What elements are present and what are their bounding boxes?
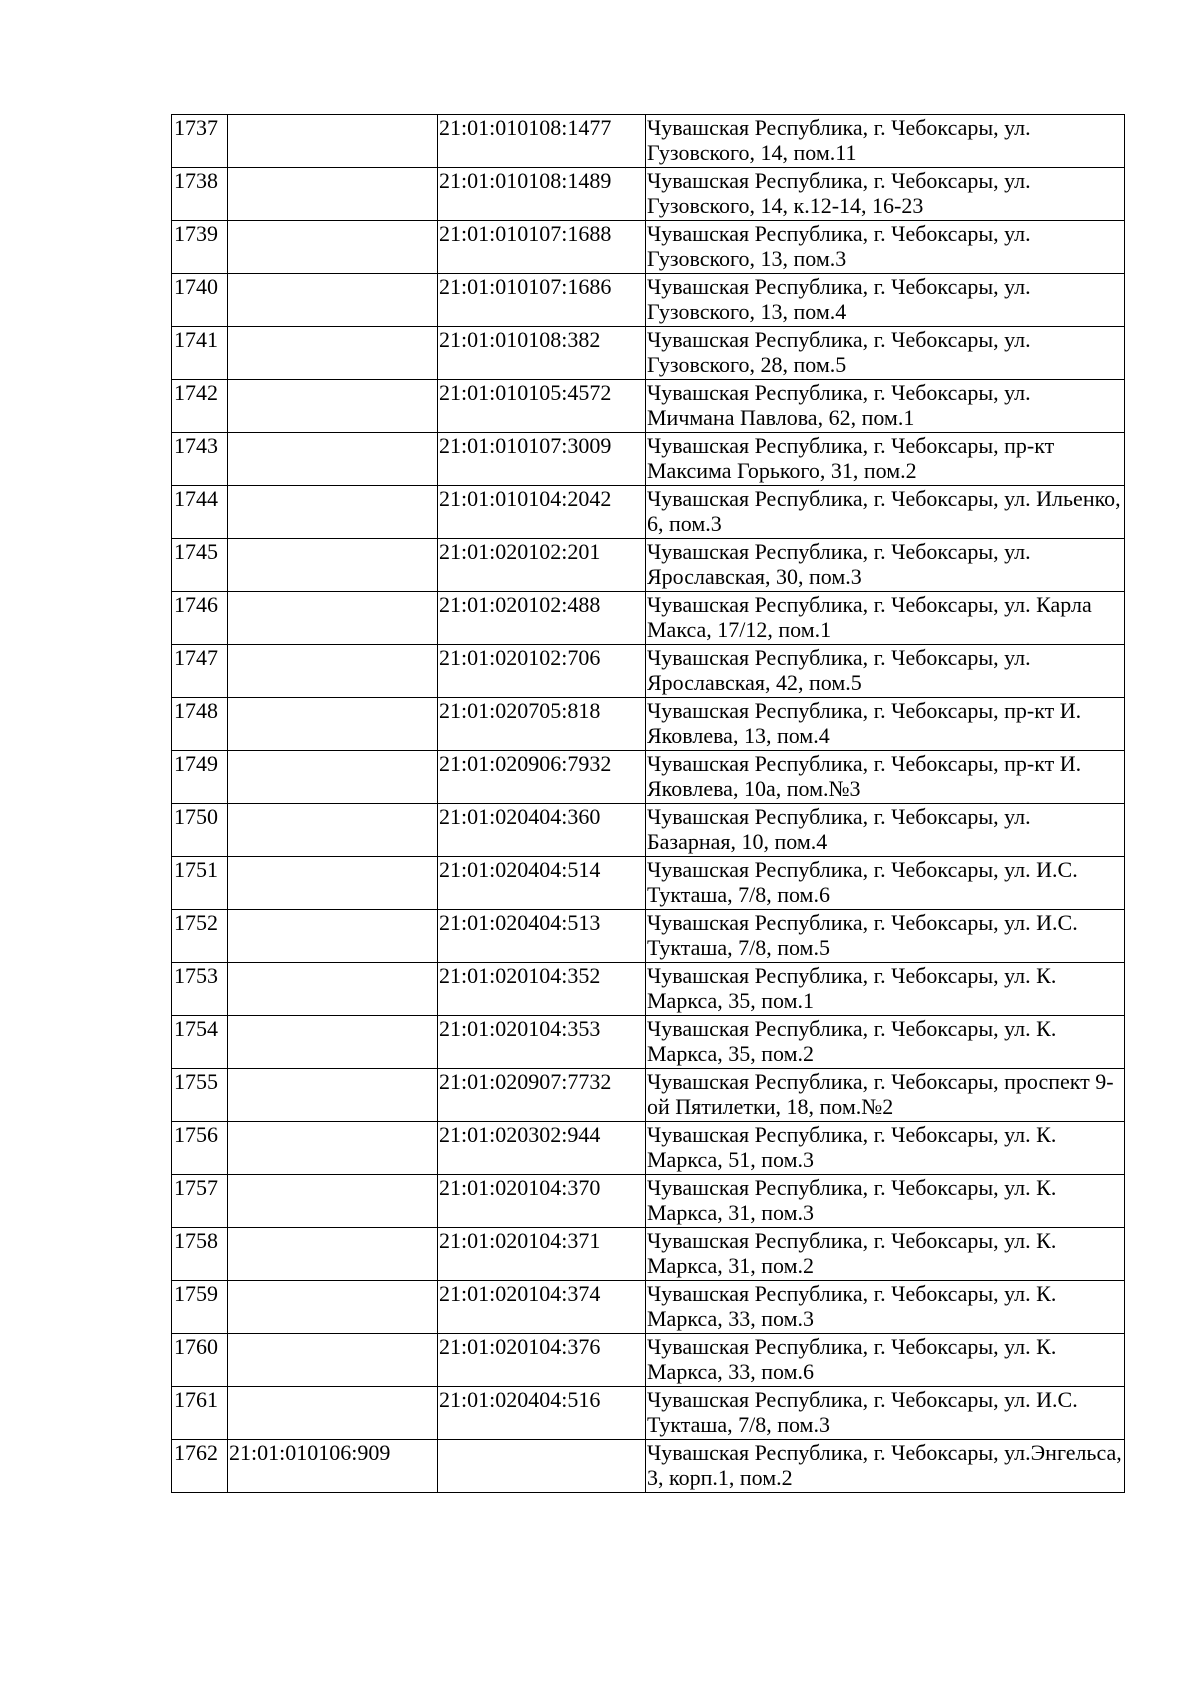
table-row — [172, 115, 1125, 168]
table-row — [172, 1387, 1125, 1440]
address-cell: Чувашская Республика, г. Чебоксары, пр-кт И. Яковлева, 13, пом.4 — [646, 698, 1125, 751]
premises-cadastral-number-cell: 21:01:020404:360 — [438, 804, 646, 857]
table-row — [172, 327, 1125, 380]
table-row — [172, 539, 1125, 592]
premises-cadastral-number-cell: 21:01:020404:513 — [438, 910, 646, 963]
table-row — [172, 963, 1125, 1016]
address-cell: Чувашская Республика, г. Чебоксары, пр-кт И. Яковлева, 10а, пом.№3 — [646, 751, 1125, 804]
cadastral-number-cell — [228, 1016, 438, 1069]
table-row — [172, 380, 1125, 433]
premises-cadastral-number-cell: 21:01:020102:706 — [438, 645, 646, 698]
row-number-cell: 1753 — [172, 963, 228, 1016]
row-number-cell: 1742 — [172, 380, 228, 433]
table-row — [172, 857, 1125, 910]
cadastral-number-cell — [228, 1281, 438, 1334]
row-number-cell: 1749 — [172, 751, 228, 804]
row-number-cell: 1748 — [172, 698, 228, 751]
cadastral-number-cell — [228, 274, 438, 327]
premises-cadastral-number-cell: 21:01:020104:371 — [438, 1228, 646, 1281]
row-number-cell: 1754 — [172, 1016, 228, 1069]
row-number-cell: 1751 — [172, 857, 228, 910]
row-number-cell: 1738 — [172, 168, 228, 221]
address-cell: Чувашская Республика, г. Чебоксары, ул. Гузовского, 14, к.12-14, 16-23 — [646, 168, 1125, 221]
row-number-cell: 1741 — [172, 327, 228, 380]
address-cell: Чувашская Республика, г. Чебоксары, ул. К. Маркса, 31, пом.2 — [646, 1228, 1125, 1281]
cadastral-number-cell — [228, 1069, 438, 1122]
row-number-cell: 1746 — [172, 592, 228, 645]
table-row — [172, 751, 1125, 804]
premises-cadastral-number-cell: 21:01:010104:2042 — [438, 486, 646, 539]
premises-cadastral-number-cell: 21:01:020907:7732 — [438, 1069, 646, 1122]
row-number-cell: 1758 — [172, 1228, 228, 1281]
premises-cadastral-number-cell: 21:01:010108:382 — [438, 327, 646, 380]
premises-cadastral-number-cell: 21:01:020102:488 — [438, 592, 646, 645]
cadastral-number-cell — [228, 857, 438, 910]
premises-cadastral-number-cell: 21:01:020104:352 — [438, 963, 646, 1016]
premises-cadastral-number-cell: 21:01:020404:516 — [438, 1387, 646, 1440]
premises-cadastral-number-cell — [438, 1440, 646, 1493]
address-cell: Чувашская Республика, г. Чебоксары, ул. Ярославская, 42, пом.5 — [646, 645, 1125, 698]
address-cell: Чувашская Республика, г. Чебоксары, ул. Ярославская, 30, пом.3 — [646, 539, 1125, 592]
premises-cadastral-number-cell: 21:01:020404:514 — [438, 857, 646, 910]
address-cell: Чувашская Республика, г. Чебоксары, ул.Энгельса, 3, корп.1, пом.2 — [646, 1440, 1125, 1493]
premises-cadastral-number-cell: 21:01:020102:201 — [438, 539, 646, 592]
property-registry-table — [171, 114, 1125, 1493]
address-cell: Чувашская Республика, г. Чебоксары, ул. К. Маркса, 35, пом.2 — [646, 1016, 1125, 1069]
row-number-cell: 1761 — [172, 1387, 228, 1440]
premises-cadastral-number-cell: 21:01:010108:1477 — [438, 115, 646, 168]
row-number-cell: 1740 — [172, 274, 228, 327]
row-number-cell: 1747 — [172, 645, 228, 698]
cadastral-number-cell — [228, 380, 438, 433]
table-row — [172, 1069, 1125, 1122]
address-cell: Чувашская Республика, г. Чебоксары, ул. И.С. Тукташа, 7/8, пом.3 — [646, 1387, 1125, 1440]
premises-cadastral-number-cell: 21:01:020302:944 — [438, 1122, 646, 1175]
table-row — [172, 168, 1125, 221]
table-row — [172, 433, 1125, 486]
cadastral-number-cell — [228, 963, 438, 1016]
row-number-cell: 1756 — [172, 1122, 228, 1175]
address-cell: Чувашская Республика, г. Чебоксары, ул. Гузовского, 13, пом.4 — [646, 274, 1125, 327]
address-cell: Чувашская Республика, г. Чебоксары, пр-кт Максима Горького, 31, пом.2 — [646, 433, 1125, 486]
row-number-cell: 1737 — [172, 115, 228, 168]
address-cell: Чувашская Республика, г. Чебоксары, ул. К. Маркса, 51, пом.3 — [646, 1122, 1125, 1175]
address-cell: Чувашская Республика, г. Чебоксары, ул. Гузовского, 14, пом.11 — [646, 115, 1125, 168]
table-row — [172, 698, 1125, 751]
premises-cadastral-number-cell: 21:01:020906:7932 — [438, 751, 646, 804]
cadastral-number-cell — [228, 698, 438, 751]
address-cell: Чувашская Республика, г. Чебоксары, ул. И.С. Тукташа, 7/8, пом.5 — [646, 910, 1125, 963]
table-row — [172, 1440, 1125, 1493]
table-row — [172, 592, 1125, 645]
row-number-cell: 1760 — [172, 1334, 228, 1387]
row-number-cell: 1755 — [172, 1069, 228, 1122]
row-number-cell: 1744 — [172, 486, 228, 539]
cadastral-number-cell — [228, 1387, 438, 1440]
address-cell: Чувашская Республика, г. Чебоксары, ул. И.С. Тукташа, 7/8, пом.6 — [646, 857, 1125, 910]
cadastral-number-cell: 21:01:010106:909 — [228, 1440, 438, 1493]
address-cell: Чувашская Республика, г. Чебоксары, проспект 9-ой Пятилетки, 18, пом.№2 — [646, 1069, 1125, 1122]
address-cell: Чувашская Республика, г. Чебоксары, ул. К. Маркса, 31, пом.3 — [646, 1175, 1125, 1228]
address-cell: Чувашская Республика, г. Чебоксары, ул. Базарная, 10, пом.4 — [646, 804, 1125, 857]
table-row — [172, 1334, 1125, 1387]
premises-cadastral-number-cell: 21:01:010107:1688 — [438, 221, 646, 274]
row-number-cell: 1757 — [172, 1175, 228, 1228]
table-row — [172, 1281, 1125, 1334]
cadastral-number-cell — [228, 433, 438, 486]
cadastral-number-cell — [228, 645, 438, 698]
table-row — [172, 645, 1125, 698]
premises-cadastral-number-cell: 21:01:010107:1686 — [438, 274, 646, 327]
premises-cadastral-number-cell: 21:01:010105:4572 — [438, 380, 646, 433]
row-number-cell: 1759 — [172, 1281, 228, 1334]
cadastral-number-cell — [228, 1228, 438, 1281]
address-cell: Чувашская Республика, г. Чебоксары, ул. К. Маркса, 33, пом.6 — [646, 1334, 1125, 1387]
table-row — [172, 274, 1125, 327]
table-row — [172, 1122, 1125, 1175]
cadastral-number-cell — [228, 910, 438, 963]
table-row — [172, 221, 1125, 274]
address-cell: Чувашская Республика, г. Чебоксары, ул. К. Маркса, 35, пом.1 — [646, 963, 1125, 1016]
cadastral-number-cell — [228, 592, 438, 645]
premises-cadastral-number-cell: 21:01:020104:374 — [438, 1281, 646, 1334]
cadastral-number-cell — [228, 1334, 438, 1387]
table-row — [172, 1016, 1125, 1069]
cadastral-number-cell — [228, 1175, 438, 1228]
address-cell: Чувашская Республика, г. Чебоксары, ул. Гузовского, 28, пом.5 — [646, 327, 1125, 380]
premises-cadastral-number-cell: 21:01:010107:3009 — [438, 433, 646, 486]
table-row — [172, 804, 1125, 857]
registry-table-body — [172, 115, 1125, 1493]
address-cell: Чувашская Республика, г. Чебоксары, ул. Карла Макса, 17/12, пом.1 — [646, 592, 1125, 645]
row-number-cell: 1739 — [172, 221, 228, 274]
cadastral-number-cell — [228, 751, 438, 804]
premises-cadastral-number-cell: 21:01:020104:353 — [438, 1016, 646, 1069]
cadastral-number-cell — [228, 1122, 438, 1175]
cadastral-number-cell — [228, 221, 438, 274]
address-cell: Чувашская Республика, г. Чебоксары, ул. Мичмана Павлова, 62, пом.1 — [646, 380, 1125, 433]
cadastral-number-cell — [228, 327, 438, 380]
cadastral-number-cell — [228, 486, 438, 539]
cadastral-number-cell — [228, 539, 438, 592]
row-number-cell: 1743 — [172, 433, 228, 486]
address-cell: Чувашская Республика, г. Чебоксары, ул. К. Маркса, 33, пом.3 — [646, 1281, 1125, 1334]
row-number-cell: 1745 — [172, 539, 228, 592]
table-row — [172, 486, 1125, 539]
row-number-cell: 1750 — [172, 804, 228, 857]
table-row — [172, 910, 1125, 963]
cadastral-number-cell — [228, 115, 438, 168]
address-cell: Чувашская Республика, г. Чебоксары, ул. Ильенко, 6, пом.3 — [646, 486, 1125, 539]
premises-cadastral-number-cell: 21:01:020104:370 — [438, 1175, 646, 1228]
table-row — [172, 1175, 1125, 1228]
premises-cadastral-number-cell: 21:01:010108:1489 — [438, 168, 646, 221]
cadastral-number-cell — [228, 168, 438, 221]
row-number-cell: 1762 — [172, 1440, 228, 1493]
table-row — [172, 1228, 1125, 1281]
address-cell: Чувашская Республика, г. Чебоксары, ул. Гузовского, 13, пом.3 — [646, 221, 1125, 274]
premises-cadastral-number-cell: 21:01:020104:376 — [438, 1334, 646, 1387]
cadastral-number-cell — [228, 804, 438, 857]
premises-cadastral-number-cell: 21:01:020705:818 — [438, 698, 646, 751]
row-number-cell: 1752 — [172, 910, 228, 963]
